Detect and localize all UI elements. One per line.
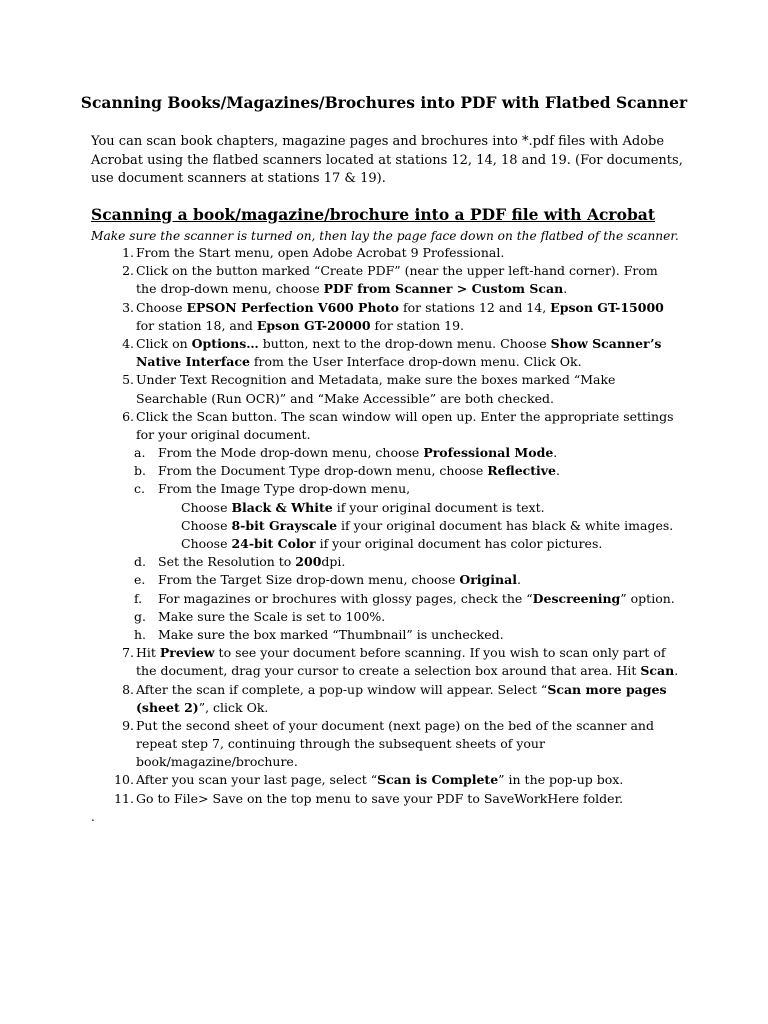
text-run: . [674,663,679,679]
intro-line: You can scan book chapters, magazine pages and brochures into *.pdf files with Adobe [91,134,665,149]
text-run: if your original document has black & white images. [337,517,674,533]
step-number: 3. [122,299,134,315]
list-item-continuation [0,735,768,753]
sub-list-item [0,571,768,589]
step-text: Put the second sheet of your document (next page) on the bed of the scanner and [136,717,654,733]
text-run: ” in the pop-up box. [498,772,624,788]
bold-run: Professional Mode [423,445,554,461]
list-item [0,717,768,735]
text-run: . [553,445,558,461]
intro-line: use document scanners at stations 17 & 19). [91,171,386,186]
text-run: ”, click Ok. [198,699,269,715]
step-text: Searchable (Run OCR)” and “Make Accessible” are both checked. [136,390,554,406]
list-item [0,371,768,389]
trailing-mark: . [91,810,95,824]
text-run: button, next to the drop-down menu. Choose [258,335,551,351]
bold-run: Reflective [487,463,557,479]
sub-step-text: From the Image Type drop-down menu, [158,481,411,497]
option-text [181,535,602,553]
sub-step-letter: e. [134,572,146,588]
text-run: if your original document is text. [332,499,545,515]
step-text: Click the Scan button. The scan window will open up. Enter the appropriate settings [136,408,674,424]
text-run: From the Document Type drop-down menu, choose [158,463,488,479]
list-item [0,681,768,699]
text-run: After the scan if complete, a pop-up window will appear. Select “ [136,681,548,697]
list-item-continuation [0,390,768,408]
sub-list-item [0,444,768,462]
bold-run: 8-bit Grayscale [231,517,338,533]
list-item [0,408,768,426]
step-number: 5. [122,372,134,388]
sub-step-text: Make sure the box marked “Thumbnail” is unchecked. [158,626,504,642]
step-text: Go to File> Save on the top menu to save your PDF to SaveWorkHere folder. [136,790,624,806]
sub-step-text [158,590,675,608]
text-run: to see your document before scanning. If you wish to scan only part of [214,645,666,661]
step-number: 6. [122,408,134,424]
intro-line: Acrobat using the flatbed scanners located at stations 12, 14, 18 and 19. (For documents, [91,152,683,168]
text-run: the drop-down menu, choose [136,281,324,297]
text-run: Choose [181,517,232,533]
sub-step-letter: f. [134,590,143,606]
step-text: repeat step 7, continuing through the subsequent sheets of your [136,736,545,752]
text-run: Click on [136,335,192,351]
text-run: dpi. [321,554,346,570]
image-type-option [0,535,768,553]
sub-list-item [0,480,768,498]
bold-run: Original [459,572,517,588]
text-run: ” option. [620,590,675,606]
sub-list-item [0,608,768,626]
sub-step-text [158,444,557,462]
step-number: 7. [122,645,134,661]
list-item [0,299,768,317]
step-number: 2. [122,263,134,279]
list-item-continuation [0,280,768,298]
sub-step-text [158,571,521,589]
text-run: the document, drag your cursor to create a selection box around that area. Hit [136,663,641,679]
bold-run: EPSON Perfection V600 Photo [186,299,399,315]
sub-step-letter: g. [134,608,146,624]
sub-step-text: Make sure the Scale is set to 100%. [158,608,386,624]
text-run: from the User Interface drop-down menu. Click Ok. [249,354,582,370]
bold-run: (sheet 2) [136,699,199,715]
list-item [0,644,768,662]
step-number: 8. [122,681,134,697]
step-text [136,644,665,662]
steps-list [0,244,768,808]
list-item-continuation [0,662,768,680]
text-run: . [556,463,560,479]
section-heading: Scanning a book/magazine/brochure into a PDF file with Acrobat [91,205,655,224]
bold-run: Show Scanner’s [550,335,662,351]
sub-step-letter: a. [134,445,146,461]
step-text: From the Start menu, open Adobe Acrobat 9 Professional. [136,245,505,260]
text-run: if your original document has color pictures. [315,536,603,551]
step-text [136,699,268,717]
text-run: From the Mode drop-down menu, choose [158,445,424,461]
list-item [0,335,768,353]
step-number: 11. [114,790,134,806]
sub-step-letter: h. [134,626,147,642]
text-run: Choose [181,499,232,515]
text-run: For magazines or brochures with glossy pages, check the “ [158,590,533,606]
intro-paragraph [91,133,691,189]
sub-list-item [0,462,768,480]
step-text: for your original document. [136,426,311,442]
image-type-option [0,499,768,517]
sub-list-item [0,553,768,571]
text-run: for station 19. [370,317,464,333]
italic-note: Make sure the scanner is turned on, then lay the page face down on the flatbed of the scanner. [91,229,679,243]
bold-run: 200 [295,554,322,570]
bold-run: Black & White [231,499,333,515]
step-text [136,681,667,699]
sub-list-item [0,590,768,608]
sub-step-text [158,553,345,571]
bold-run: Native Interface [136,354,250,370]
step-text: book/magazine/brochure. [136,754,298,770]
bold-run: Scan is Complete [377,772,499,788]
document-title: Scanning Books/Magazines/Brochures into PDF with Flatbed Scanner [80,93,688,112]
step-text [136,335,661,353]
bold-run: 24-bit Color [231,536,316,551]
bold-run: Epson GT-20000 [256,317,371,333]
text-run: Choose [136,299,187,315]
list-item-continuation [0,753,768,771]
text-run: After you scan your last page, select “ [136,772,378,788]
option-text [181,517,673,535]
bold-run: Preview [159,645,215,661]
step-text: Under Text Recognition and Metadata, make sure the boxes marked “Make [136,372,616,388]
list-item [0,771,768,789]
step-number: 9. [122,717,134,733]
list-item-continuation [0,353,768,371]
text-run: Choose [181,536,232,551]
image-type-option [0,517,768,535]
bold-run: Descreening [532,590,621,606]
text-run: . [563,281,568,297]
step-text [136,317,464,335]
bold-run: Epson GT-15000 [550,299,664,315]
list-item-continuation [0,699,768,717]
step-text [136,353,582,371]
sub-step-letter: d. [134,554,146,570]
text-run: for station 18, and [136,317,257,333]
step-number: 10. [114,772,134,788]
sub-step-letter: c. [134,481,145,497]
step-text [136,280,567,298]
text-run: Set the Resolution to [158,554,296,570]
bold-run: Scan more pages [547,681,667,697]
sub-step-text [158,462,560,480]
list-item [0,790,768,808]
list-item-continuation [0,317,768,335]
step-text [136,662,678,680]
list-item [0,244,768,262]
text-run: Hit [136,645,160,661]
text-run: From the Target Size drop-down menu, choose [158,572,460,588]
bold-run: Options… [191,335,259,351]
step-text [136,771,623,789]
sub-list-item [0,626,768,644]
list-item-continuation [0,426,768,444]
list-item [0,262,768,280]
step-text: Click on the button marked “Create PDF” (near the upper left-hand corner). From [136,263,658,279]
text-run: . [516,572,521,588]
step-number: 4. [122,335,134,351]
bold-run: PDF from Scanner > Custom Scan [323,281,564,297]
step-number: 1. [122,245,134,260]
step-text [136,299,664,317]
option-text [181,499,545,517]
bold-run: Scan [640,663,675,679]
sub-step-letter: b. [134,463,146,479]
text-run: for stations 12 and 14, [399,299,551,315]
